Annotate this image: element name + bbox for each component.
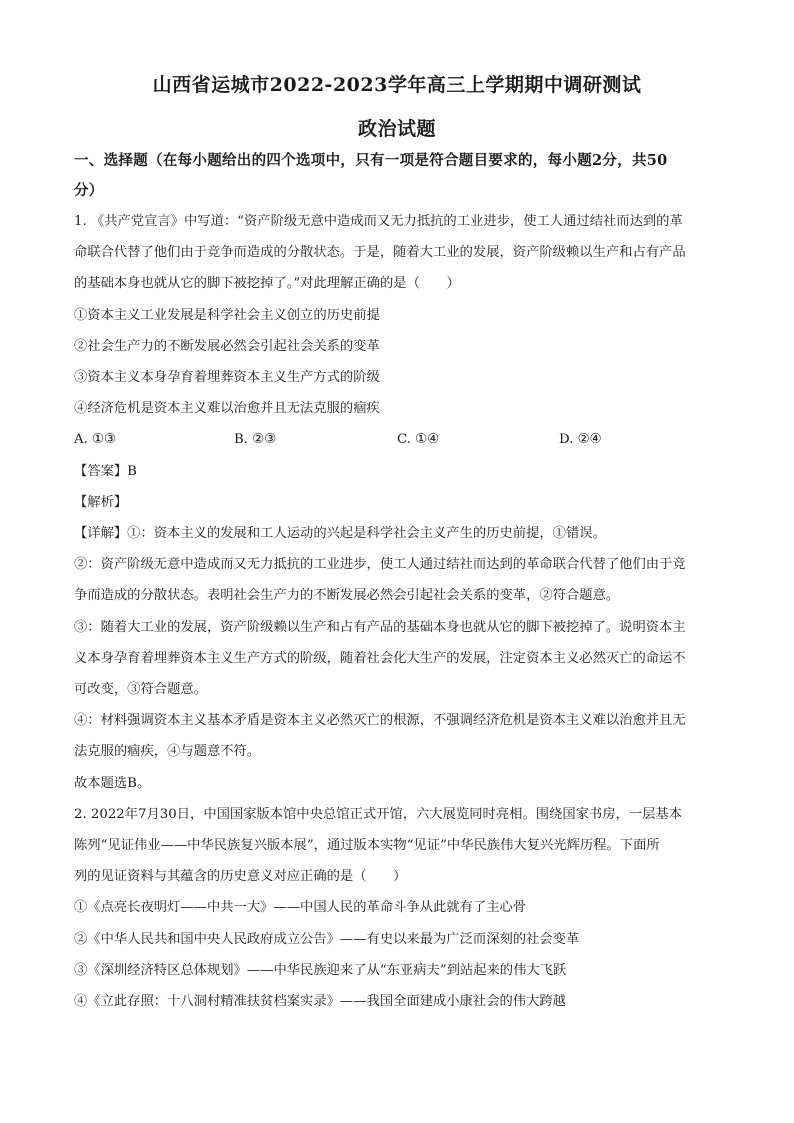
- exam-subtitle: 政治试题: [357, 118, 436, 140]
- q2-statement: ②《中华人民共和国中央人民政府成立公告》——有史以来最为广泛而深刻的社会变革: [74, 932, 580, 947]
- q1-option-c: C. ①④: [397, 432, 439, 447]
- q1-detail-line: ④：材料强调资本主义基本矛盾是资本主义必然灭亡的根源，不强调经济危机是资本主义难以治愈并且无: [74, 713, 686, 728]
- q1-statement: ③资本主义本身孕育着埋葬资本主义生产方式的阶级: [74, 370, 380, 385]
- q1-detail-line: 【详解】①：资本主义的发展和工人运动的兴起是科学社会主义产生的历史前提，①错误。: [74, 526, 606, 541]
- q1-detail-line: 争而造成的分散状态。表明社会生产力的不断发展必然会引起社会关系的变革，②符合题意。: [74, 588, 620, 603]
- q1-statement: ①资本主义工业发展是科学社会主义创立的历史前提: [74, 308, 380, 323]
- q1-detail-line: ③：随着大工业的发展，资产阶级赖以生产和占有产品的基础本身也就从它的脚下被挖掉了。说明资本主: [74, 620, 686, 635]
- q2-statement: ①《点亮长夜明灯——中共一大》——中国人民的革命斗争从此就有了主心骨: [74, 900, 527, 915]
- q1-stem-line: 的基础本身也就从它的脚下被挖掉了。”对此理解正确的是（ ）: [74, 276, 460, 291]
- section-heading-line-1: 一、选择题（在每小题给出的四个选项中，只有一项是符合题目要求的，每小题2分，共50: [74, 152, 668, 169]
- q1-answer: 【答案】B: [74, 464, 137, 479]
- q2-stem-line: 列的见证资料与其蕴含的历史意义对应正确的是（ ）: [74, 869, 407, 884]
- q1-statement: ④经济危机是资本主义难以治愈并且无法克服的痼疾: [74, 401, 380, 416]
- q2-stem-line: 2. 2022年7月30日，中国国家版本馆中央总馆正式开馆，六大展览同时亮相。围绕国家书房，一层基本: [74, 807, 683, 822]
- q1-detail-line: 法克服的痼疾，④与题意不符。: [74, 744, 261, 759]
- exam-title: 山西省运城市2022-2023学年高三上学期期中调研测试: [152, 74, 642, 96]
- q1-detail-line: 可改变，③符合题意。: [74, 682, 207, 697]
- q2-statement: ④《立此存照：十八洞村精准扶贫档案实录》——我国全面建成小康社会的伟大跨越: [74, 994, 566, 1009]
- q1-option-d: D. ②④: [559, 432, 602, 447]
- q2-stem-line: 陈列“见证伟业——中华民族复兴版本展”，通过版本实物“见证”中华民族伟大复兴光辉历程。下面所: [74, 838, 660, 853]
- q1-detail-line: 义本身孕育着埋葬资本主义生产方式的阶级，随着社会化大生产的发展，注定资本主义必然灭亡的命运不: [74, 651, 686, 666]
- section-heading-line-2: 分）: [74, 182, 104, 199]
- q1-conclusion: 故本题选B。: [74, 776, 151, 791]
- q1-option-a: A. ①③: [74, 432, 116, 447]
- q1-stem-line: 1. 《共产党宣言》中写道：“资产阶级无意中造成而又无力抵抗的工业进步，使工人通过结社而达到的革: [74, 214, 683, 229]
- q1-statement: ②社会生产力的不断发展必然会引起社会关系的变革: [74, 339, 380, 354]
- q2-statement: ③《深圳经济特区总体规划》——中华民族迎来了从“东亚病夫”到站起来的伟大飞跃: [74, 963, 567, 978]
- q1-option-b: B. ②③: [234, 432, 277, 447]
- q1-detail-line: ②：资产阶级无意中造成而又无力抵抗的工业进步，使工人通过结社而达到的革命联合代替了他们由于竞: [74, 557, 686, 572]
- q1-analysis-label: 【解析】: [74, 495, 128, 510]
- q1-stem-line: 命联合代替了他们由于竞争而造成的分散状态。于是，随着大工业的发展，资产阶级赖以生产和占有产品: [74, 245, 686, 260]
